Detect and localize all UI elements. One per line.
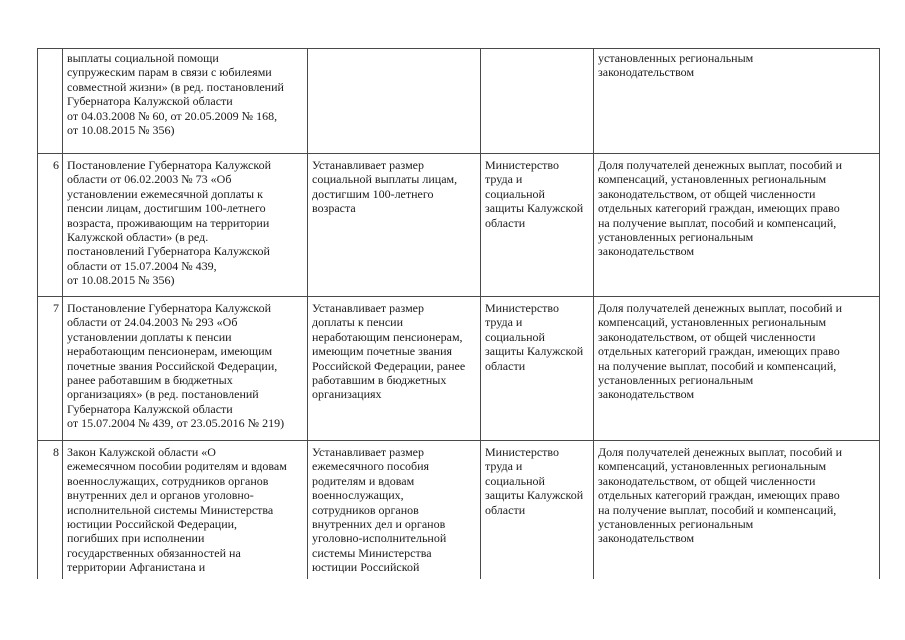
- table-row: [38, 49, 880, 154]
- table-row: [38, 441, 880, 579]
- purpose-cell: Устанавливает размер доплаты к пенсии неработающим пенсионерам, имеющим почетные звания Российской Федерации, ранее работавшим в бюджетных организациях: [308, 297, 481, 441]
- table-row: [38, 154, 880, 297]
- purpose-cell: [308, 49, 481, 154]
- table-row: [38, 297, 880, 441]
- executor-cell: [481, 49, 594, 154]
- row-number: 8: [38, 441, 63, 579]
- legal-act-cell: Закон Калужской области «О ежемесячном пособии родителям и вдовам военнослужащих, сотрудников органов внутренних дел и органов уголовно- исполнительной системы Министерства юстиции Российской Федерации, погибших при исполнении государственных обязанностей на территории Афганистана и: [63, 441, 308, 579]
- legal-act-cell: Постановление Губернатора Калужской области от 06.02.2003 № 73 «Об установлении ежемесячной доплаты к пенсии лицам, достигшим 100-летнего возраста, проживающим на территории Калужской области» (в ред. постановлений Губернатора Калужской области от 15.07.2004 № 439, от 10.08.2015 № 356): [63, 154, 308, 297]
- executor-cell: Министерство труда и социальной защиты Калужской области: [481, 154, 594, 297]
- executor-cell: Министерство труда и социальной защиты Калужской области: [481, 297, 594, 441]
- row-number: 6: [38, 154, 63, 297]
- program-table: [37, 48, 880, 579]
- row-number: [38, 49, 63, 154]
- executor-cell: Министерство труда и социальной защиты Калужской области: [481, 441, 594, 579]
- row-number: 7: [38, 297, 63, 441]
- indicator-cell: Доля получателей денежных выплат, пособий и компенсаций, установленных региональным законодательством, от общей численности отдельных категорий граждан, имеющих право на получение выплат, пособий и компенсаций, установленных региональным законодательством: [594, 441, 880, 579]
- legal-act-cell: выплаты социальной помощи супружеским парам в связи с юбилеями совместной жизни» (в ред. постановлений Губернатора Калужской области от 04.03.2008 № 60, от 20.05.2009 № 168, от 10.08.2015 № 356): [63, 49, 308, 154]
- purpose-cell: Устанавливает размер социальной выплаты лицам, достигшим 100-летнего возраста: [308, 154, 481, 297]
- legal-act-cell: Постановление Губернатора Калужской области от 24.04.2003 № 293 «Об установлении доплаты к пенсии неработающим пенсионерам, имеющим почетные звания Российской Федерации, ранее работавшим в бюджетных организациях» (в ред. постановлений Губернатора Калужской области от 15.07.2004 № 439, от 23.05.2016 № 219): [63, 297, 308, 441]
- indicator-cell: Доля получателей денежных выплат, пособий и компенсаций, установленных региональным законодательством, от общей численности отдельных категорий граждан, имеющих право на получение выплат, пособий и компенсаций, установленных региональным законодательством: [594, 297, 880, 441]
- indicator-cell: установленных региональным законодательством: [594, 49, 880, 154]
- purpose-cell: Устанавливает размер ежемесячного пособия родителям и вдовам военнослужащих, сотрудников органов внутренних дел и органов уголовно-исполнительной системы Министерства юстиции Российской: [308, 441, 481, 579]
- indicator-cell: Доля получателей денежных выплат, пособий и компенсаций, установленных региональным законодательством, от общей численности отдельных категорий граждан, имеющих право на получение выплат, пособий и компенсаций, установленных региональным законодательством: [594, 154, 880, 297]
